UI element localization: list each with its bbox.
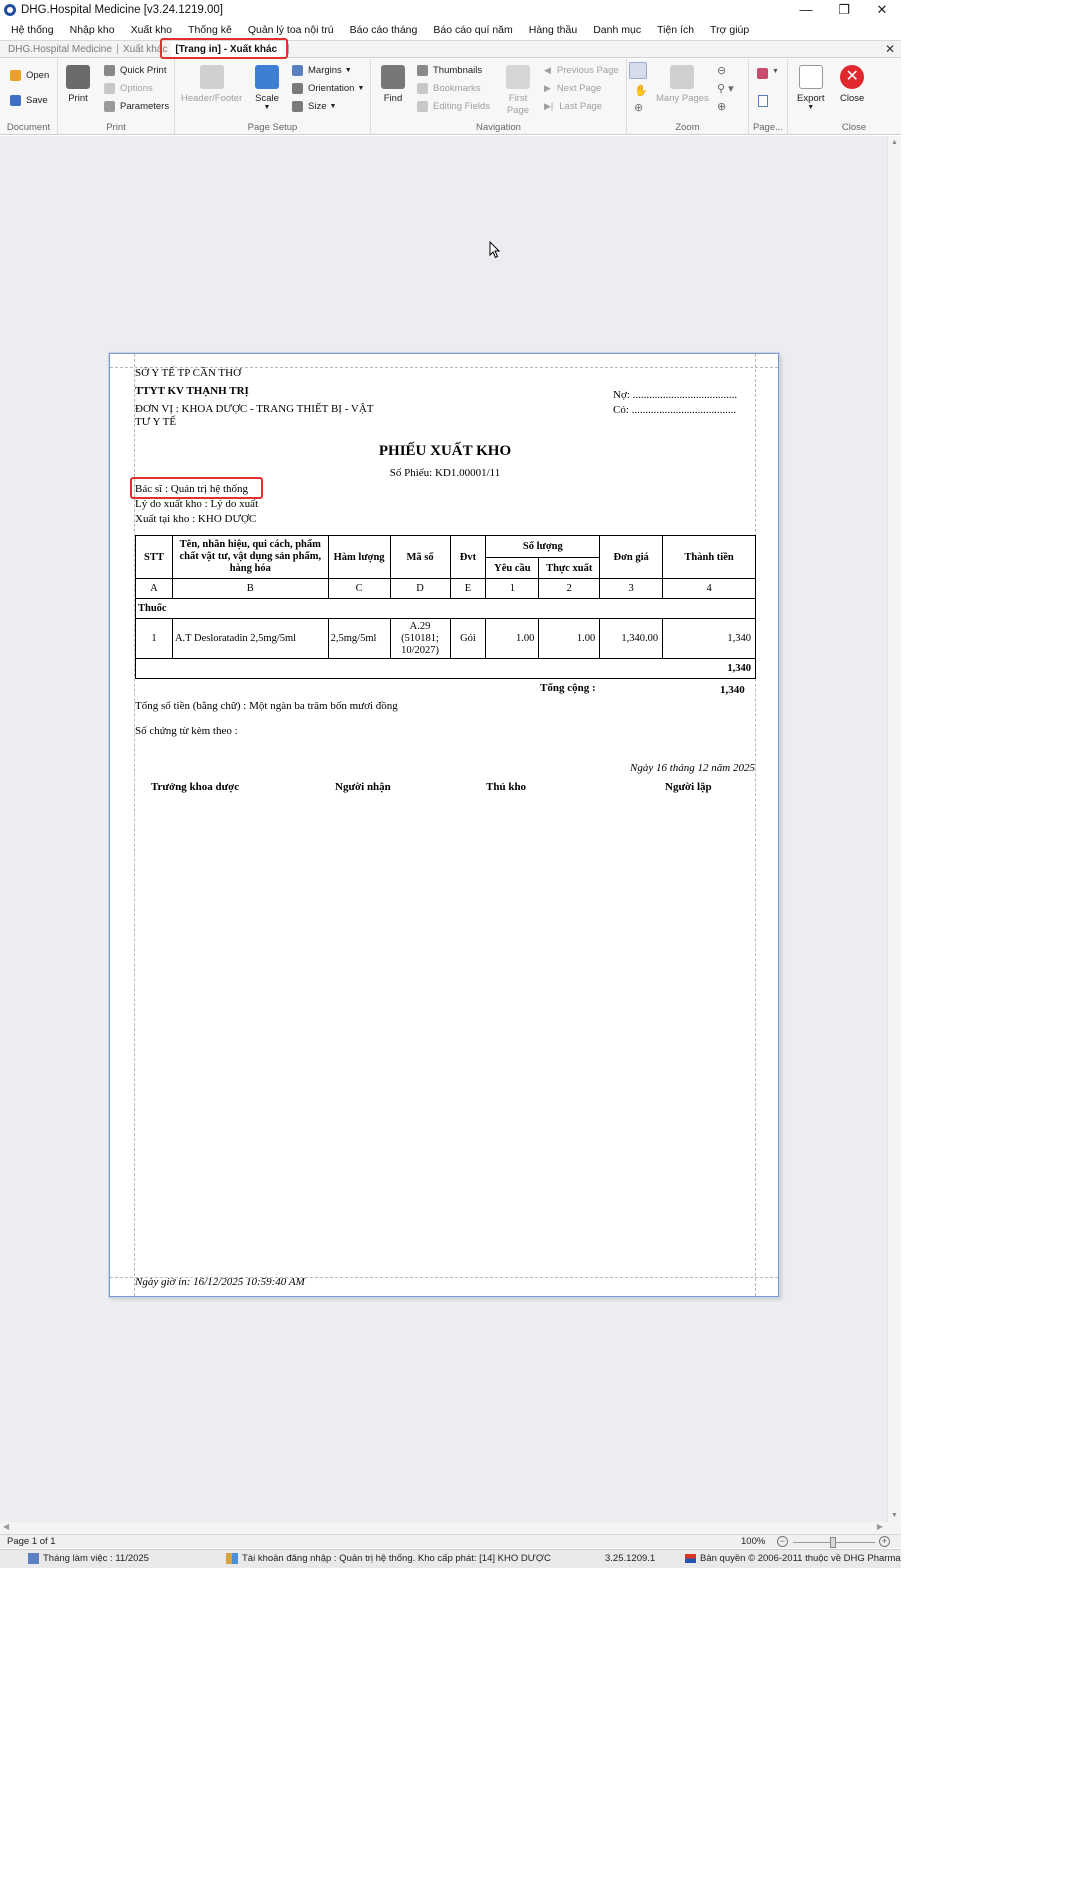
header-footer-icon <box>200 65 224 89</box>
many-pages-icon <box>670 65 694 89</box>
cell-stt: 1 <box>136 619 173 659</box>
scale-label: Scale <box>255 93 279 104</box>
total-label: Tổng cộng : <box>540 682 596 694</box>
page-color-icon[interactable] <box>757 68 768 79</box>
status-copyright-text: Bản quyền © 2006-2011 thuộc về DHG Pharma <box>700 1553 901 1564</box>
printed-at: Ngày giờ in: 16/12/2025 10:59:40 AM <box>135 1276 305 1288</box>
previous-icon: ◀ <box>544 65 551 75</box>
group-label-document: Document <box>6 122 51 133</box>
last-icon: ▶| <box>544 101 554 111</box>
hand-tool-icon[interactable]: ✋ <box>634 85 648 97</box>
export-dropdown-icon: ▼ <box>807 104 815 111</box>
report-warehouse: Xuất tại kho : KHO DƯỢC <box>135 513 257 525</box>
group-label: Thuốc <box>136 599 756 619</box>
first-page-icon <box>506 65 530 89</box>
zoom-out-icon[interactable]: ⊖ <box>717 65 727 77</box>
menu-bao-cao-thang[interactable]: Báo cáo tháng <box>349 23 418 36</box>
header-footer-label: Header/Footer <box>181 93 243 104</box>
zoom-in-button[interactable]: + <box>879 1536 890 1547</box>
col-header-name: Tên, nhãn hiệu, qui cách, phẩm chất vật tư, vật dụng sản phẩm, hàng hóa <box>172 536 328 579</box>
col-header-stt: STT <box>136 536 173 579</box>
group-label-zoom: Zoom <box>675 122 700 133</box>
parameters-button[interactable] <box>104 101 169 112</box>
export-icon <box>799 65 823 89</box>
size-icon <box>292 101 303 112</box>
last-page-button[interactable] <box>544 101 602 112</box>
col-header-code: Mã số <box>390 536 450 579</box>
highlight-box-doctor <box>130 477 263 499</box>
mouse-cursor-icon <box>489 241 501 259</box>
cell-unit: Gói <box>450 619 486 659</box>
col-code: D <box>390 579 450 599</box>
thumbnails-label: Thumbnails <box>433 65 483 76</box>
many-pages-button[interactable] <box>656 65 709 104</box>
cell-code-line2: (510181; <box>401 632 439 644</box>
minimize-button[interactable]: — <box>799 2 813 17</box>
editing-fields-button[interactable] <box>417 101 490 112</box>
group-label-page-setup: Page Setup <box>247 122 298 133</box>
group-label-close: Close <box>841 122 867 133</box>
status-account <box>226 1553 551 1564</box>
status-month-text: Tháng làm việc : 11/2025 <box>43 1553 149 1564</box>
menu-tien-ich[interactable]: Tiện ích <box>657 23 695 36</box>
signer-creator: Người lập <box>665 781 712 793</box>
menu-bar <box>0 20 901 39</box>
calendar-icon <box>28 1553 39 1564</box>
ribbon-group-zoom <box>627 59 749 135</box>
scroll-down-icon[interactable]: ▼ <box>891 1512 898 1519</box>
cell-code-line3: 10/2027) <box>401 644 439 656</box>
orientation-icon <box>292 83 303 94</box>
app-icon <box>4 4 16 16</box>
tab-separator <box>117 44 118 54</box>
signer-receiver: Người nhận <box>335 781 391 793</box>
col-code: 3 <box>600 579 663 599</box>
pointer-tool-icon[interactable] <box>629 62 647 79</box>
margins-dropdown-icon: ▼ <box>344 67 352 74</box>
cell-strength: 2,5mg/5ml <box>328 619 390 659</box>
col-code: C <box>328 579 390 599</box>
export-button[interactable] <box>797 65 824 111</box>
col-header-quantity: Số lượng <box>486 536 600 558</box>
watermark-icon[interactable] <box>758 95 768 107</box>
save-button[interactable] <box>10 95 48 106</box>
bookmarks-icon <box>417 83 428 94</box>
first-page-label: First Page <box>506 93 530 116</box>
thumbnails-button[interactable] <box>417 65 482 76</box>
subtotal-row <box>136 659 756 679</box>
total-value: 1,340 <box>720 684 745 696</box>
close-circle-icon: ✕ <box>840 65 864 89</box>
status-version: 3.25.1209.1 <box>605 1553 656 1564</box>
printer-icon <box>66 65 90 89</box>
ribbon-group-print <box>58 59 175 135</box>
orientation-button[interactable] <box>292 83 364 94</box>
col-header-price: Đơn giá <box>600 536 663 579</box>
save-label: Save <box>26 95 48 106</box>
report-credit: Có: ...................................... <box>613 404 737 416</box>
menu-hang-thau[interactable]: Hàng thầu <box>528 23 578 36</box>
close-preview-button[interactable] <box>840 65 864 104</box>
header-footer-button[interactable] <box>181 65 242 104</box>
cell-code <box>390 619 450 659</box>
report-org: TTYT KV THẠNH TRỊ <box>135 385 249 397</box>
title-bar <box>0 0 901 19</box>
magnifier-tool-icon[interactable]: ⊕ <box>634 102 644 114</box>
items-table <box>135 535 756 679</box>
print-label: Print <box>68 93 88 104</box>
print-button[interactable] <box>66 65 90 104</box>
tab-print-preview[interactable]: [Trang in] - Xuất khác <box>171 41 287 58</box>
column-code-row <box>136 579 756 599</box>
folder-icon <box>10 70 21 81</box>
scale-icon <box>255 65 279 89</box>
col-code: 2 <box>539 579 600 599</box>
options-button[interactable] <box>104 83 153 94</box>
many-pages-label: Many Pages <box>656 93 709 104</box>
ribbon-group-page <box>749 59 788 135</box>
size-label: Size <box>308 101 327 112</box>
find-button[interactable] <box>381 65 405 104</box>
size-button[interactable] <box>292 101 336 112</box>
close-window-button[interactable]: ✕ <box>876 1 888 17</box>
ribbon-group-page-setup <box>175 59 371 135</box>
open-label: Open <box>26 70 50 81</box>
open-button[interactable] <box>10 70 49 81</box>
col-code: A <box>136 579 173 599</box>
next-page-label: Next Page <box>556 83 602 94</box>
report-reason: Lý do xuất kho : Lý do xuất <box>135 498 259 510</box>
cell-actual: 1.00 <box>539 619 600 659</box>
tab-separator <box>288 44 289 54</box>
next-icon: ▶ <box>544 83 551 93</box>
users-icon <box>226 1553 238 1564</box>
menu-he-thong[interactable]: Hệ thống <box>11 23 54 36</box>
orientation-label: Orientation <box>308 83 355 94</box>
zoom-out-button[interactable]: − <box>777 1536 788 1547</box>
menu-bao-cao-qui-nam[interactable]: Báo cáo quí năm <box>433 23 513 36</box>
group-row <box>136 599 756 619</box>
zoom-slider-thumb[interactable] <box>830 1537 836 1548</box>
report-unit-line1: ĐƠN VỊ : KHOA DƯỢC - TRANG THIẾT BỊ - VẬT <box>135 403 374 415</box>
scroll-right-icon[interactable]: ▶ <box>876 1522 883 1531</box>
bookmarks-button[interactable] <box>417 83 481 94</box>
vertical-scrollbar[interactable] <box>887 136 901 1522</box>
app-status-bar <box>0 1549 901 1568</box>
zoom-level: 100% <box>741 1536 766 1547</box>
page-color-dropdown-icon[interactable]: ▼ <box>772 68 779 75</box>
report-doctor: Bác sĩ : Quản trị hệ thống <box>135 483 249 495</box>
preview-status-bar <box>0 1534 901 1548</box>
cell-name: A.T Desloratadin 2,5mg/5ml <box>172 619 328 659</box>
parameters-icon <box>104 101 115 112</box>
ribbon-group-export <box>788 59 834 135</box>
report-ticket-number: Số Phiếu: KD1.00001/11 <box>389 467 501 479</box>
menu-xuat-kho[interactable]: Xuất kho <box>130 23 173 36</box>
status-account-text: Tài khoản đăng nhập : Quản trị hệ thống. Kho cấp phát: [14] KHO DƯỢC <box>242 1553 551 1564</box>
col-code: B <box>172 579 328 599</box>
editing-fields-icon <box>417 101 428 112</box>
tab-home[interactable]: DHG.Hospital Medicine <box>8 43 112 55</box>
zoom-icon[interactable]: ⚲ ▾ <box>717 83 734 95</box>
col-header-requested: Yêu cầu <box>486 558 539 579</box>
quick-print-label: Quick Print <box>120 65 167 76</box>
report-unit-line2: TƯ Y TẾ <box>135 416 177 428</box>
scroll-left-icon[interactable]: ◀ <box>3 1522 10 1531</box>
cell-amount: 1,340 <box>663 619 756 659</box>
close-preview-label: Close <box>840 93 865 104</box>
next-page-button[interactable] <box>544 83 601 94</box>
scale-dropdown-icon: ▼ <box>263 104 271 111</box>
scroll-up-icon[interactable]: ▲ <box>891 139 898 146</box>
menu-danh-muc[interactable]: Danh mục <box>593 23 642 36</box>
options-label: Options <box>120 83 153 94</box>
signer-head-pharmacy: Trưởng khoa dược <box>151 781 240 793</box>
col-header-unit: Đvt <box>450 536 486 579</box>
size-dropdown-icon: ▼ <box>329 103 337 110</box>
previous-page-label: Previous Page <box>556 65 619 76</box>
page-indicator: Page 1 of 1 <box>7 1536 56 1547</box>
col-header-strength: Hàm lượng <box>328 536 390 579</box>
status-month <box>28 1553 149 1564</box>
cell-code-line1: A.29 <box>409 620 431 632</box>
horizontal-scrollbar[interactable] <box>0 1522 901 1534</box>
ribbon <box>0 59 901 135</box>
first-page-button[interactable] <box>505 65 531 117</box>
find-label: Find <box>383 93 403 104</box>
ribbon-group-navigation <box>371 59 627 135</box>
options-icon <box>104 83 115 94</box>
thumbnails-icon <box>417 65 428 76</box>
status-copyright <box>685 1553 901 1564</box>
report-date: Ngày 16 tháng 12 năm 2025 <box>630 762 755 774</box>
last-page-label: Last Page <box>559 101 603 112</box>
amount-in-words: Tổng số tiền (bằng chữ) : Một ngàn ba trăm bốn mươi đồng <box>135 700 398 712</box>
menu-nhap-kho[interactable]: Nhập kho <box>69 23 115 36</box>
ribbon-group-document <box>0 59 58 135</box>
subtotal-value: 1,340 <box>136 659 756 679</box>
col-code: E <box>450 579 486 599</box>
menu-thong-ke[interactable]: Thống kê <box>188 23 232 36</box>
report-dept: SỞ Y TẾ TP CẦN THƠ <box>135 367 242 379</box>
col-header-amount: Thành tiền <box>663 536 756 579</box>
table-row <box>136 619 756 659</box>
parameters-label: Parameters <box>120 101 170 112</box>
bookmarks-label: Bookmarks <box>433 83 481 94</box>
brand-logo-icon <box>685 1554 696 1563</box>
report-title: PHIẾU XUẤT KHO <box>378 443 512 459</box>
save-icon <box>10 95 21 106</box>
scale-button[interactable] <box>255 65 279 111</box>
orientation-dropdown-icon: ▼ <box>357 85 365 92</box>
col-code: 4 <box>663 579 756 599</box>
margins-icon <box>292 65 303 76</box>
restore-button[interactable]: ❐ <box>838 1 850 17</box>
editing-fields-label: Editing Fields <box>433 101 491 112</box>
quick-print-icon <box>104 65 115 76</box>
margin-guide <box>755 354 756 1296</box>
document-tabs <box>0 40 901 58</box>
report-debit: Nợ: ...................................... <box>613 389 738 401</box>
signer-storekeeper: Thủ kho <box>486 781 527 793</box>
margins-button[interactable] <box>292 65 352 76</box>
cell-requested: 1.00 <box>486 619 539 659</box>
ribbon-group-close <box>834 59 874 135</box>
group-label-print: Print <box>106 122 126 133</box>
tab-xuat-khac[interactable]: Xuất khác <box>122 43 168 55</box>
menu-tro-giup[interactable]: Trợ giúp <box>710 23 750 36</box>
binoculars-icon <box>381 65 405 89</box>
zoom-in-icon[interactable]: ⊕ <box>717 101 727 113</box>
export-label: Export <box>797 93 825 104</box>
attached-documents: Số chứng từ kèm theo : <box>135 725 238 737</box>
group-label-navigation: Navigation <box>476 122 521 133</box>
menu-quan-ly-toa[interactable]: Quản lý toa nội trú <box>247 23 334 36</box>
group-label-page: Page... <box>752 122 784 133</box>
close-tab-icon[interactable]: ✕ <box>884 42 895 56</box>
highlight-box-tab <box>160 38 288 59</box>
col-header-actual: Thực xuất <box>539 558 600 579</box>
col-code: 1 <box>486 579 539 599</box>
window-title: DHG.Hospital Medicine [v3.24.1219.00] <box>21 3 223 16</box>
margins-label: Margins <box>308 65 342 76</box>
previous-page-button[interactable] <box>544 65 619 76</box>
cell-price: 1,340.00 <box>600 619 663 659</box>
quick-print-button[interactable] <box>104 65 166 76</box>
